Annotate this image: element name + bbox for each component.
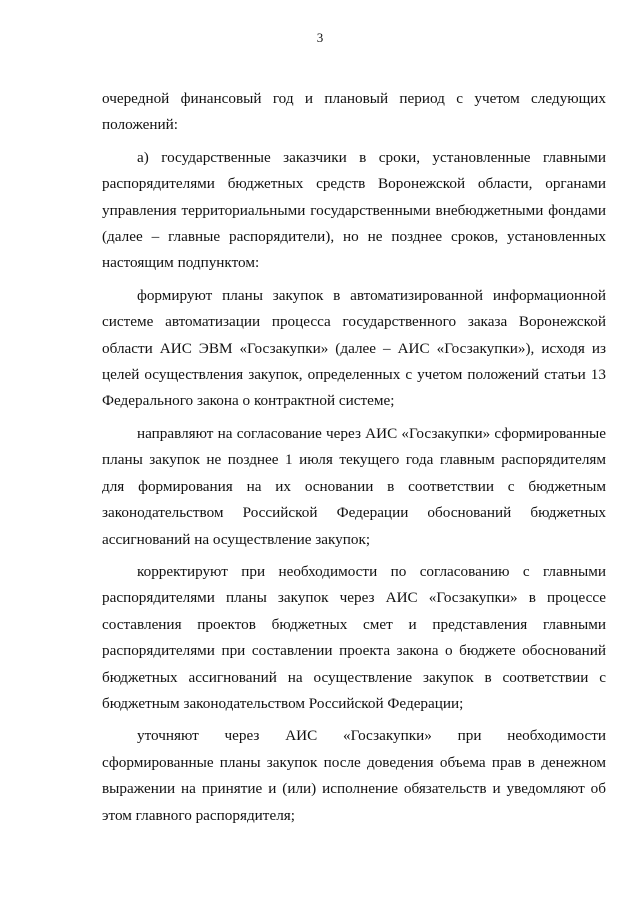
paragraph-5: корректируют при необходимости по согласованию с главными распорядителями планы закупок через АИС «Госзакупки» в процессе составления проектов бюджетных смет и представления главными распорядителями при составлении проекта закона о бюджете обоснований бюджетных ассигнований на осуществление закупок в соответствии с бюджетным законодательством Российской Федерации;	[102, 562, 606, 712]
paragraph-2: а) государственные заказчики в сроки, установленные главными распорядителями бюджетных средств Воронежской области, органами управления территориальными государственными внебюджетными фондами (далее – главные распорядители), но не позднее сроков, установленных настоящим подпунктом:	[102, 148, 606, 272]
page-number: 3	[316, 30, 324, 45]
paragraph-6: уточняют через АИС «Госзакупки» при необходимости сформированные планы закупок после доведения объема прав в денежном выражении на принятие и (или) исполнение обязательств и уведомляют об этом главного распорядителя;	[102, 727, 606, 824]
paragraph-3: формируют планы закупок в автоматизированной информационной системе автоматизации процесса государственного заказа Воронежской области АИС ЭВМ «Госзакупки» (далее – АИС «Госзакупки»), исходя из целей осуществления закупок, определенных с учетом положений статьи 13 Федерального закона о контрактной системе;	[102, 286, 606, 410]
paragraph-1: очередной финансовый год и плановый период с учетом следующих положений:	[102, 90, 606, 134]
document-body	[102, 86, 606, 835]
paragraph-4: направляют на согласование через АИС «Госзакупки» сформированные планы закупок не позднее 1 июля текущего года главным распорядителям для формирования на их основании в соответствии с бюджетным законодательством Российской Федерации обоснований бюджетных ассигнований на осуществление закупок;	[102, 424, 606, 548]
